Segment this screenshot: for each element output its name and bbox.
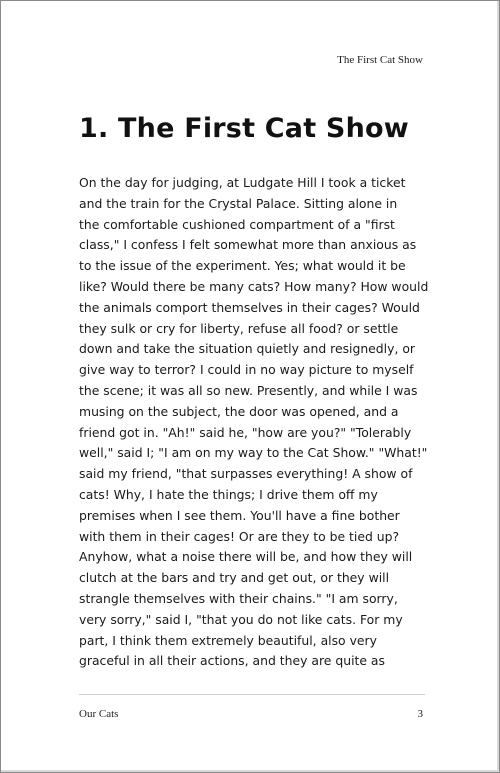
page-number: 3 [417,708,423,720]
body-line: premises when I see them. You'll have a fine bother [79,507,400,523]
body-line: clutch at the bars and try and get out, or they will [79,570,390,586]
body-line: the comfortable cushioned compartment of a "first [79,216,395,232]
running-header: The First Cat Show [337,54,423,66]
body-line: class," I confess I felt somewhat more than anxious as [79,237,417,253]
body-line: the scene; it was all so new. Presently, and while I was [79,382,418,398]
footer-divider [79,694,425,695]
body-line: Anyhow, what a noise there will be, and how they will [79,549,413,565]
body-line: the animals comport themselves in their cages? Would [79,299,420,315]
body-line: musing on the subject, the door was opened, and a [79,403,399,419]
body-text [79,173,429,672]
body-line: like? Would there be many cats? How many? How would [79,278,429,294]
body-line: to the issue of the experiment. Yes; what would it be [79,258,406,274]
body-line: and the train for the Crystal Palace. Sitting alone in [79,195,398,211]
body-line: friend got in. "Ah!" said he, "how are you?" "Tolerably [79,424,412,440]
body-line: graceful in all their actions, and they are quite as [79,653,385,669]
body-line: well," said I; "I am on my way to the Cat Show." "What!" [79,445,428,461]
body-line: On the day for judging, at Ludgate Hill I took a ticket [79,175,406,190]
body-line: down and take the situation quietly and resignedly, or [79,341,415,357]
body-line: they sulk or cry for liberty, refuse all food? or settle [79,320,399,336]
body-line: strangle themselves with their chains." "I am sorry, [79,590,398,606]
body-line: part, I think them extremely beautiful, also very [79,632,377,648]
footer-book-title: Our Cats [79,708,119,720]
body-line: cats! Why, I hate the things; I drive them off my [79,486,378,502]
body-line: said my friend, "that surpasses everything! A show of [79,466,413,482]
chapter-title: 1. The First Cat Show [79,113,409,144]
body-line: give way to terror? I could in no way picture to myself [79,362,414,378]
body-line: with them in their cages! Or are they to be tied up? [79,528,400,544]
body-line: very sorry," said I, "that you do not like cats. For my [79,611,403,627]
